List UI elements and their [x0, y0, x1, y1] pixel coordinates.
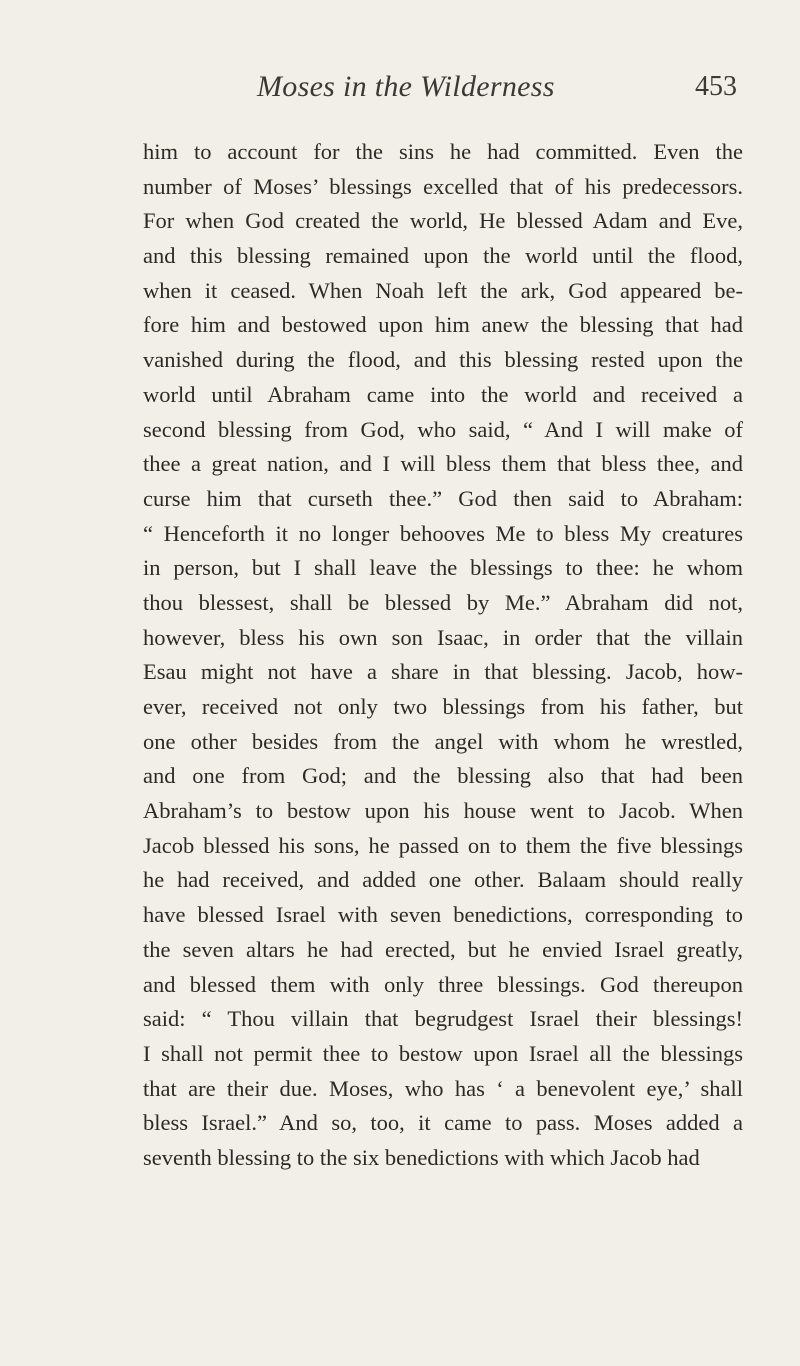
text-line: I shall not permit thee to bestow upon Israel all the blessings: [143, 1040, 743, 1066]
text-line: Abraham’s to bestow upon his house went to Jacob. When: [143, 798, 743, 824]
text-line: have blessed Israel with seven benedictions, corresponding to: [143, 902, 743, 928]
text-line: that are their due. Moses, who has ‘ a benevolent eye,’ shall: [143, 1075, 743, 1101]
text-line: bless Israel.” And so, too, it came to pass. Moses added a: [143, 1110, 743, 1136]
text-line: and this blessing remained upon the world until the flood,: [143, 243, 743, 269]
text-line: and blessed them with only three blessings. God thereupon: [143, 971, 743, 997]
body-text: [143, 135, 743, 1176]
text-line: number of Moses’ blessings excelled that of his predecessors.: [143, 173, 743, 199]
text-line: he had received, and added one other. Balaam should really: [143, 867, 743, 893]
text-line: said: “ Thou villain that begrudgest Israel their blessings!: [143, 1006, 743, 1032]
text-line: one other besides from the angel with whom he wrestled,: [143, 728, 743, 754]
text-line: curse him that curseth thee.” God then said to Abraham:: [143, 485, 743, 511]
text-line: Esau might not have a share in that blessing. Jacob, how-: [143, 659, 743, 685]
text-line: Jacob blessed his sons, he passed on to them the five blessings: [143, 832, 743, 858]
text-line: thee a great nation, and I will bless them that bless thee, and: [143, 451, 743, 477]
text-line: him to account for the sins he had committed. Even the: [143, 139, 743, 164]
text-line: when it ceased. When Noah left the ark, God appeared be-: [143, 277, 743, 303]
text-line: however, bless his own son Isaac, in order that the villain: [143, 624, 743, 650]
text-line: vanished during the flood, and this blessing rested upon the: [143, 347, 743, 373]
page-number: 453: [695, 71, 737, 102]
text-line: the seven altars he had erected, but he envied Israel greatly,: [143, 936, 743, 962]
text-line: ever, received not only two blessings from his father, but: [143, 694, 743, 719]
text-line: For when God created the world, He blessed Adam and Eve,: [143, 208, 743, 234]
running-head: [257, 70, 737, 110]
text-line: fore him and bestowed upon him anew the blessing that had: [143, 312, 743, 338]
text-line: “ Henceforth it no longer behooves Me to bless My creatures: [143, 520, 743, 546]
text-line: and one from God; and the blessing also that had been: [143, 763, 743, 789]
text-line: seventh blessing to the six benedictions with which Jacob had: [143, 1144, 700, 1170]
text-line: world until Abraham came into the world and received a: [143, 381, 743, 407]
text-line: second blessing from God, who said, “ And I will make of: [143, 416, 743, 442]
running-title: Moses in the Wilderness: [257, 70, 555, 103]
text-line: thou blessest, shall be blessed by Me.” Abraham did not,: [143, 589, 743, 615]
text-line: in person, but I shall leave the blessings to thee: he whom: [143, 555, 743, 581]
